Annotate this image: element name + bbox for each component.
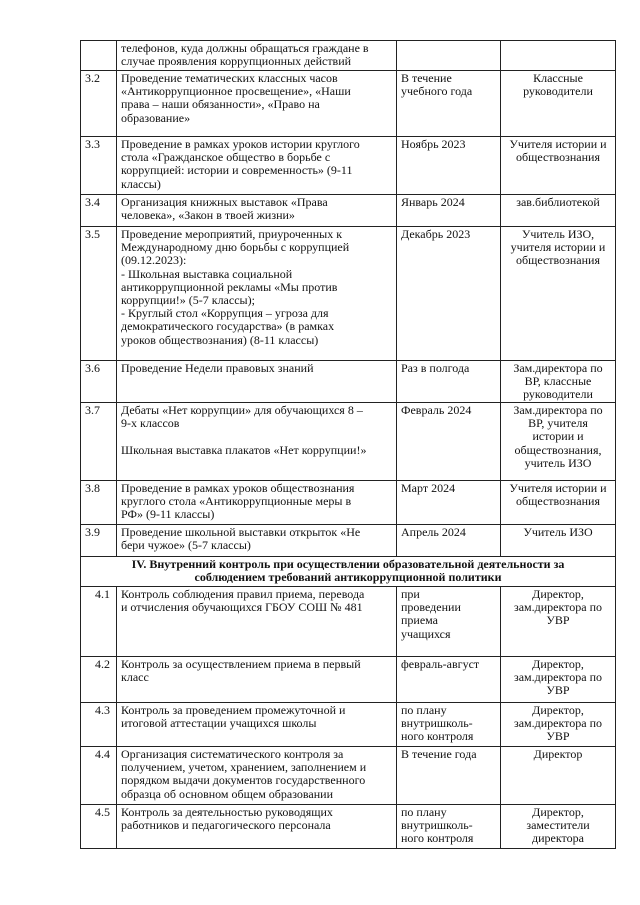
term-cell: В течение учебного года bbox=[397, 71, 501, 137]
table-row bbox=[81, 587, 616, 657]
term-cell: Раз в полгода bbox=[397, 361, 501, 403]
table-row bbox=[81, 195, 616, 227]
row-number: 3.6 bbox=[81, 361, 117, 403]
row-number bbox=[81, 41, 117, 71]
action-cell: Проведение мероприятий, приуроченных к Международному дню борьбы с коррупцией (09.12.2023): - Школьная выставка социальной антикоррупционной рекламы «Мы против коррупции!» (5-7 классы); - Круглый стол «Коррупция – угроза для демократического государства» (в рамках уроков обществознания) (8-11 классы) bbox=[117, 227, 397, 361]
responsible-cell: Зам.директора по ВР, учителя истории и обществознания, учитель ИЗО bbox=[501, 403, 616, 481]
row-number: 4.2 bbox=[81, 657, 117, 703]
responsible-cell: Директор, заместители директора bbox=[501, 805, 616, 849]
responsible-cell: Директор, зам.директора по УВР bbox=[501, 657, 616, 703]
action-cell: Организация книжных выставок «Права человека», «Закон в твоей жизни» bbox=[117, 195, 397, 227]
term-cell: Декабрь 2023 bbox=[397, 227, 501, 361]
responsible-cell: Директор, зам.директора по УВР bbox=[501, 587, 616, 657]
action-cell: Проведение в рамках уроков обществознания круглого стола «Антикоррупционные меры в РФ» (9-11 классы) bbox=[117, 481, 397, 525]
table-row bbox=[81, 227, 616, 361]
responsible-cell: Учитель ИЗО, учителя истории и обществознания bbox=[501, 227, 616, 361]
row-number: 3.7 bbox=[81, 403, 117, 481]
term-cell: Январь 2024 bbox=[397, 195, 501, 227]
table-row bbox=[81, 805, 616, 849]
row-number: 3.5 bbox=[81, 227, 117, 361]
table-row bbox=[81, 525, 616, 557]
table-row bbox=[81, 657, 616, 703]
action-cell: телефонов, куда должны обращаться граждане в случае проявления коррупционных действий bbox=[117, 41, 397, 71]
row-number: 3.3 bbox=[81, 137, 117, 195]
table-row bbox=[81, 137, 616, 195]
anticorruption-plan-table bbox=[80, 40, 616, 849]
term-cell: Февраль 2024 bbox=[397, 403, 501, 481]
term-cell: по плану внутришколь- ного контроля bbox=[397, 805, 501, 849]
table-row bbox=[81, 361, 616, 403]
row-number: 4.4 bbox=[81, 747, 117, 805]
term-cell: Март 2024 bbox=[397, 481, 501, 525]
action-cell: Проведение Недели правовых знаний bbox=[117, 361, 397, 403]
term-cell: Ноябрь 2023 bbox=[397, 137, 501, 195]
responsible-cell: Директор, зам.директора по УВР bbox=[501, 703, 616, 747]
action-cell: Контроль за деятельностью руководящих работников и педагогического персонала bbox=[117, 805, 397, 849]
term-cell: при проведении приема учащихся bbox=[397, 587, 501, 657]
action-cell: Проведение школьной выставки открыток «Не бери чужое» (5-7 классы) bbox=[117, 525, 397, 557]
action-cell: Организация систематического контроля за получением, учетом, хранением, заполнением и порядком выдачи документов государственного образца об основном общем образовании bbox=[117, 747, 397, 805]
row-number: 4.3 bbox=[81, 703, 117, 747]
responsible-cell: Классные руководители bbox=[501, 71, 616, 137]
action-cell: Контроль соблюдения правил приема, перевода и отчисления обучающихся ГБОУ СОШ № 481 bbox=[117, 587, 397, 657]
table-row bbox=[81, 403, 616, 481]
responsible-cell: Зам.директора по ВР, классные руководители bbox=[501, 361, 616, 403]
table-row bbox=[81, 703, 616, 747]
action-cell: Проведение в рамках уроков истории круглого стола «Гражданское общество в борьбе с коррупцией: истории и современность» (9-11 классы) bbox=[117, 137, 397, 195]
responsible-cell bbox=[501, 41, 616, 71]
term-cell: февраль-август bbox=[397, 657, 501, 703]
table-row bbox=[81, 71, 616, 137]
responsible-cell: Учителя истории и обществознания bbox=[501, 481, 616, 525]
row-number: 4.5 bbox=[81, 805, 117, 849]
term-cell: В течение года bbox=[397, 747, 501, 805]
row-number: 3.4 bbox=[81, 195, 117, 227]
table-row bbox=[81, 481, 616, 525]
table-row bbox=[81, 747, 616, 805]
term-cell: по плану внутришколь- ного контроля bbox=[397, 703, 501, 747]
section-heading-row bbox=[81, 557, 616, 587]
row-number: 3.2 bbox=[81, 71, 117, 137]
action-cell: Дебаты «Нет коррупции» для обучающихся 8 – 9-х классов Школьная выставка плакатов «Нет коррупции!» bbox=[117, 403, 397, 481]
action-cell: Контроль за проведением промежуточной и итоговой аттестации учащихся школы bbox=[117, 703, 397, 747]
responsible-cell: Директор bbox=[501, 747, 616, 805]
term-cell: Апрель 2024 bbox=[397, 525, 501, 557]
term-cell bbox=[397, 41, 501, 71]
responsible-cell: зав.библиотекой bbox=[501, 195, 616, 227]
section-heading: IV. Внутренний контроль при осуществлении образовательной деятельности за соблюдением требований антикоррупционной политики bbox=[81, 557, 616, 587]
row-number: 3.8 bbox=[81, 481, 117, 525]
table-row bbox=[81, 41, 616, 71]
action-cell: Проведение тематических классных часов «Антикоррупционное просвещение», «Наши права – наши обязанности», «Право на образование» bbox=[117, 71, 397, 137]
responsible-cell: Учителя истории и обществознания bbox=[501, 137, 616, 195]
action-cell: Контроль за осуществлением приема в первый класс bbox=[117, 657, 397, 703]
row-number: 4.1 bbox=[81, 587, 117, 657]
row-number: 3.9 bbox=[81, 525, 117, 557]
responsible-cell: Учитель ИЗО bbox=[501, 525, 616, 557]
